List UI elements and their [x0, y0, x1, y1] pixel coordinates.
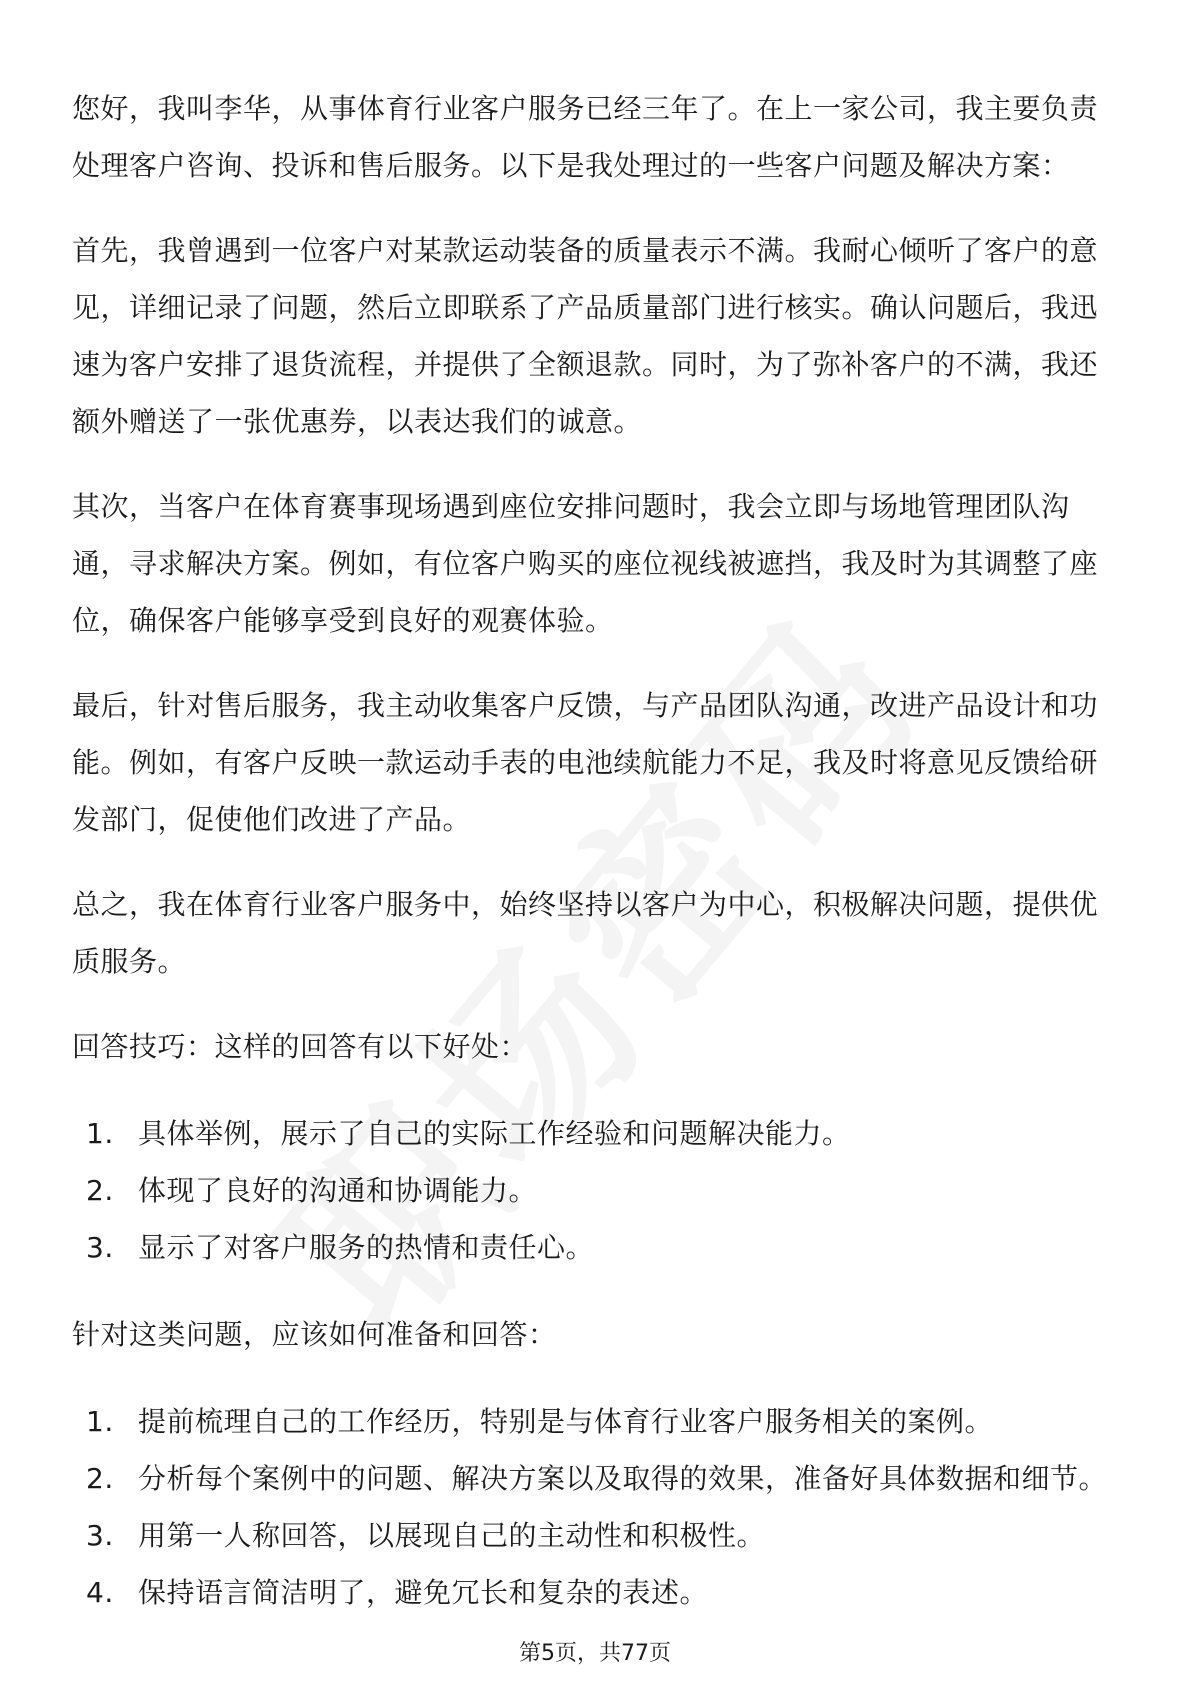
paragraph-first: 首先，我曾遇到一位客户对某款运动装备的质量表示不满。我耐心倾听了客户的意见，详细记录了问题，然后立即联系了产品质量部门进行核实。确认问题后，我迅速为客户安排了退货流程，并提供了全额退款。同时，为了弥补客户的不满，我还额外赠送了一张优惠券，以表达我们的诚意。 [72, 234, 1099, 438]
list-item [72, 1507, 1122, 1564]
list-number: 2. [86, 1462, 114, 1495]
paragraph-intro: 您好，我叫李华，从事体育行业客户服务已经三年了。在上一家公司，我主要负责处理客户咨询、投诉和售后服务。以下是我处理过的一些客户问题及解决方案： [72, 92, 1099, 182]
paragraph-summary: 总之，我在体育行业客户服务中，始终坚持以客户为中心，积极解决问题，提供优质服务。 [72, 888, 1099, 978]
list-text: 体现了良好的沟通和协调能力。 [138, 1174, 538, 1207]
list-text: 具体举例，展示了自己的实际工作经验和问题解决能力。 [138, 1117, 851, 1150]
list-item [72, 1564, 1122, 1621]
list-item [72, 1219, 1122, 1276]
list-item [72, 1393, 1122, 1450]
list-number: 2. [86, 1174, 114, 1207]
tips-heading: 回答技巧：这样的回答有以下好处： [72, 1030, 529, 1063]
list-text: 分析每个案例中的问题、解决方案以及取得的效果，准备好具体数据和细节。 [138, 1462, 1108, 1495]
list-text: 显示了对客户服务的热情和责任心。 [138, 1231, 595, 1264]
list-text: 保持语言简洁明了，避免冗长和复杂的表述。 [138, 1576, 709, 1609]
page-footer: 第5页，共77页 [519, 1641, 671, 1666]
document-body [72, 80, 1122, 1651]
tips-list [72, 1105, 1122, 1276]
list-item [72, 1162, 1122, 1219]
paragraph-last: 最后，针对售后服务，我主动收集客户反馈，与产品团队沟通，改进产品设计和功能。例如，有客户反映一款运动手表的电池续航能力不足，我及时将意见反馈给研发部门，促使他们改进了产品。 [72, 689, 1099, 836]
list-item [72, 1105, 1122, 1162]
list-number: 3. [86, 1231, 114, 1264]
list-number: 1. [86, 1405, 114, 1438]
list-number: 1. [86, 1117, 114, 1150]
list-number: 4. [86, 1576, 114, 1609]
list-text: 提前梳理自己的工作经历，特别是与体育行业客户服务相关的案例。 [138, 1405, 994, 1438]
paragraph-second: 其次，当客户在体育赛事现场遇到座位安排问题时，我会立即与场地管理团队沟通，寻求解决方案。例如，有位客户购买的座位视线被遮挡，我及时为其调整了座位，确保客户能够享受到良好的观赛体验。 [72, 490, 1099, 637]
prep-list [72, 1393, 1122, 1621]
list-item [72, 1450, 1122, 1507]
list-number: 3. [86, 1519, 114, 1552]
prep-heading: 针对这类问题，应该如何准备和回答： [72, 1318, 557, 1351]
list-text: 用第一人称回答，以展现自己的主动性和积极性。 [138, 1519, 766, 1552]
